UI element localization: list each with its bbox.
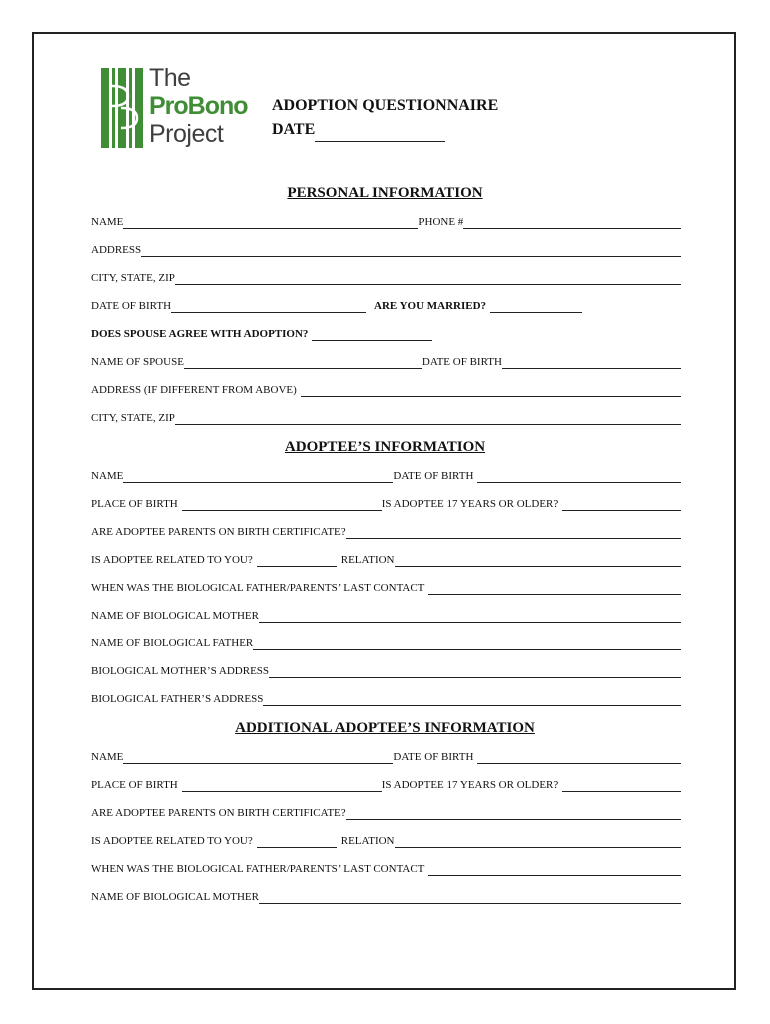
- title-block: [272, 94, 498, 142]
- additional-name-label: NAME: [91, 751, 124, 763]
- address-diff-row: [91, 383, 681, 397]
- additional-contact-label: WHEN WAS THE BIOLOGICAL FATHER/PARENTS’ LAST CONTACT: [91, 863, 425, 875]
- additional-name-field[interactable]: [123, 753, 393, 764]
- adoptee-father-address-row: [91, 692, 681, 706]
- name-field[interactable]: [123, 218, 418, 229]
- additional-pob-field[interactable]: [182, 781, 382, 792]
- additional-cert-field[interactable]: [346, 809, 681, 820]
- name-label: NAME: [91, 216, 124, 228]
- dob-field[interactable]: [171, 302, 366, 313]
- additional-relation-field[interactable]: [395, 837, 681, 848]
- spouse-agree-row: [91, 327, 681, 341]
- adoptee-father-row: [91, 636, 681, 650]
- adoptee-cert-field[interactable]: [346, 528, 681, 539]
- personal-city-row: [91, 271, 681, 285]
- adoptee-pob-row: [91, 497, 681, 511]
- additional-contact-field[interactable]: [428, 865, 681, 876]
- additional-over17-label: IS ADOPTEE 17 YEARS OR OLDER?: [381, 779, 559, 791]
- additional-related-row: [91, 834, 681, 848]
- adoptee-relation-label: RELATION: [340, 554, 395, 566]
- personal-city2-row: [91, 411, 681, 425]
- additional-mother-row: [91, 890, 681, 904]
- adoptee-contact-field[interactable]: [428, 584, 681, 595]
- adoptee-relation-field[interactable]: [395, 556, 681, 567]
- additional-mother-label: NAME OF BIOLOGICAL MOTHER: [91, 891, 259, 903]
- adoptee-name-label: NAME: [91, 470, 124, 482]
- married-field[interactable]: [490, 302, 582, 313]
- phone-label: PHONE #: [418, 216, 464, 228]
- additional-related-label: IS ADOPTEE RELATED TO YOU?: [91, 835, 253, 847]
- additional-contact-row: [91, 862, 681, 876]
- additional-cert-row: [91, 806, 681, 820]
- adoptee-cert-row: [91, 525, 681, 539]
- additional-dob-field[interactable]: [477, 753, 681, 764]
- additional-over17-field[interactable]: [562, 781, 681, 792]
- address-field[interactable]: [141, 246, 681, 257]
- logo-line-the: The: [149, 64, 191, 92]
- spouse-agree-field[interactable]: [312, 330, 432, 341]
- adoptee-dob-field[interactable]: [477, 472, 681, 483]
- additional-dob-label: DATE OF BIRTH: [393, 751, 474, 763]
- adoptee-mother-address-label: BIOLOGICAL MOTHER’S ADDRESS: [91, 665, 270, 677]
- adoptee-heading: ADOPTEE’S INFORMATION: [284, 439, 486, 455]
- address-diff-label: ADDRESS (IF DIFFERENT FROM ABOVE): [91, 384, 297, 396]
- adoptee-mother-address-field[interactable]: [269, 667, 681, 678]
- additional-relation-label: RELATION: [340, 835, 395, 847]
- adoptee-pob-field[interactable]: [182, 500, 382, 511]
- adoptee-father-address-field[interactable]: [263, 695, 681, 706]
- adoptee-related-field[interactable]: [257, 556, 337, 567]
- additional-mother-field[interactable]: [259, 893, 681, 904]
- spouse-agree-label: DOES SPOUSE AGREE WITH ADOPTION?: [91, 328, 309, 340]
- adoptee-mother-address-row: [91, 664, 681, 678]
- spouse-name-label: NAME OF SPOUSE: [91, 356, 184, 368]
- adoptee-related-row: [91, 553, 681, 567]
- additional-related-field[interactable]: [257, 837, 337, 848]
- adoptee-over17-label: IS ADOPTEE 17 YEARS OR OLDER?: [381, 498, 559, 510]
- spouse-dob-label: DATE OF BIRTH: [421, 356, 502, 368]
- phone-field[interactable]: [463, 218, 681, 229]
- adoptee-mother-label: NAME OF BIOLOGICAL MOTHER: [91, 610, 259, 622]
- additional-pob-label: PLACE OF BIRTH: [91, 779, 178, 791]
- personal-address-row: [91, 243, 681, 257]
- adoptee-related-label: IS ADOPTEE RELATED TO YOU?: [91, 554, 253, 566]
- additional-name-row: [91, 750, 681, 764]
- adoptee-father-address-label: BIOLOGICAL FATHER’S ADDRESS: [91, 693, 264, 705]
- date-field[interactable]: [315, 127, 445, 142]
- logo-text: [149, 64, 248, 148]
- spouse-name-row: [91, 355, 681, 369]
- adoptee-cert-label: ARE ADOPTEE PARENTS ON BIRTH CERTIFICATE?: [91, 526, 346, 538]
- adoptee-name-row: [91, 469, 681, 483]
- personal-name-row: [91, 215, 681, 229]
- logo-line-probono: ProBono: [149, 92, 248, 120]
- page-title: ADOPTION QUESTIONNAIRE: [272, 97, 499, 114]
- city-label: CITY, STATE, ZIP: [91, 272, 175, 284]
- adoptee-father-field[interactable]: [253, 639, 681, 650]
- married-label: ARE YOU MARRIED?: [374, 300, 487, 312]
- personal-dob-row: [91, 299, 681, 313]
- additional-heading: ADDITIONAL ADOPTEE’S INFORMATION: [235, 720, 535, 736]
- additional-pob-row: [91, 778, 681, 792]
- logo-line-project: Project: [149, 120, 224, 148]
- personal-heading: PERSONAL INFORMATION: [287, 185, 483, 201]
- city2-field[interactable]: [175, 414, 681, 425]
- adoptee-contact-row: [91, 581, 681, 595]
- adoptee-mother-row: [91, 609, 681, 623]
- address-label: ADDRESS: [91, 244, 142, 256]
- spouse-name-field[interactable]: [184, 358, 422, 369]
- city-field[interactable]: [175, 274, 681, 285]
- additional-cert-label: ARE ADOPTEE PARENTS ON BIRTH CERTIFICATE?: [91, 807, 346, 819]
- adoptee-over17-field[interactable]: [562, 500, 681, 511]
- dob-label: DATE OF BIRTH: [91, 300, 172, 312]
- adoptee-mother-field[interactable]: [259, 612, 681, 623]
- adoptee-pob-label: PLACE OF BIRTH: [91, 498, 178, 510]
- address-diff-field[interactable]: [301, 386, 681, 397]
- adoptee-name-field[interactable]: [123, 472, 393, 483]
- city2-label: CITY, STATE, ZIP: [91, 412, 175, 424]
- adoptee-father-label: NAME OF BIOLOGICAL FATHER: [91, 637, 254, 649]
- date-row: [272, 118, 498, 142]
- adoptee-dob-label: DATE OF BIRTH: [393, 470, 474, 482]
- spouse-dob-field[interactable]: [502, 358, 681, 369]
- adoptee-contact-label: WHEN WAS THE BIOLOGICAL FATHER/PARENTS’ LAST CONTACT: [91, 582, 425, 594]
- date-label: DATE: [272, 121, 316, 138]
